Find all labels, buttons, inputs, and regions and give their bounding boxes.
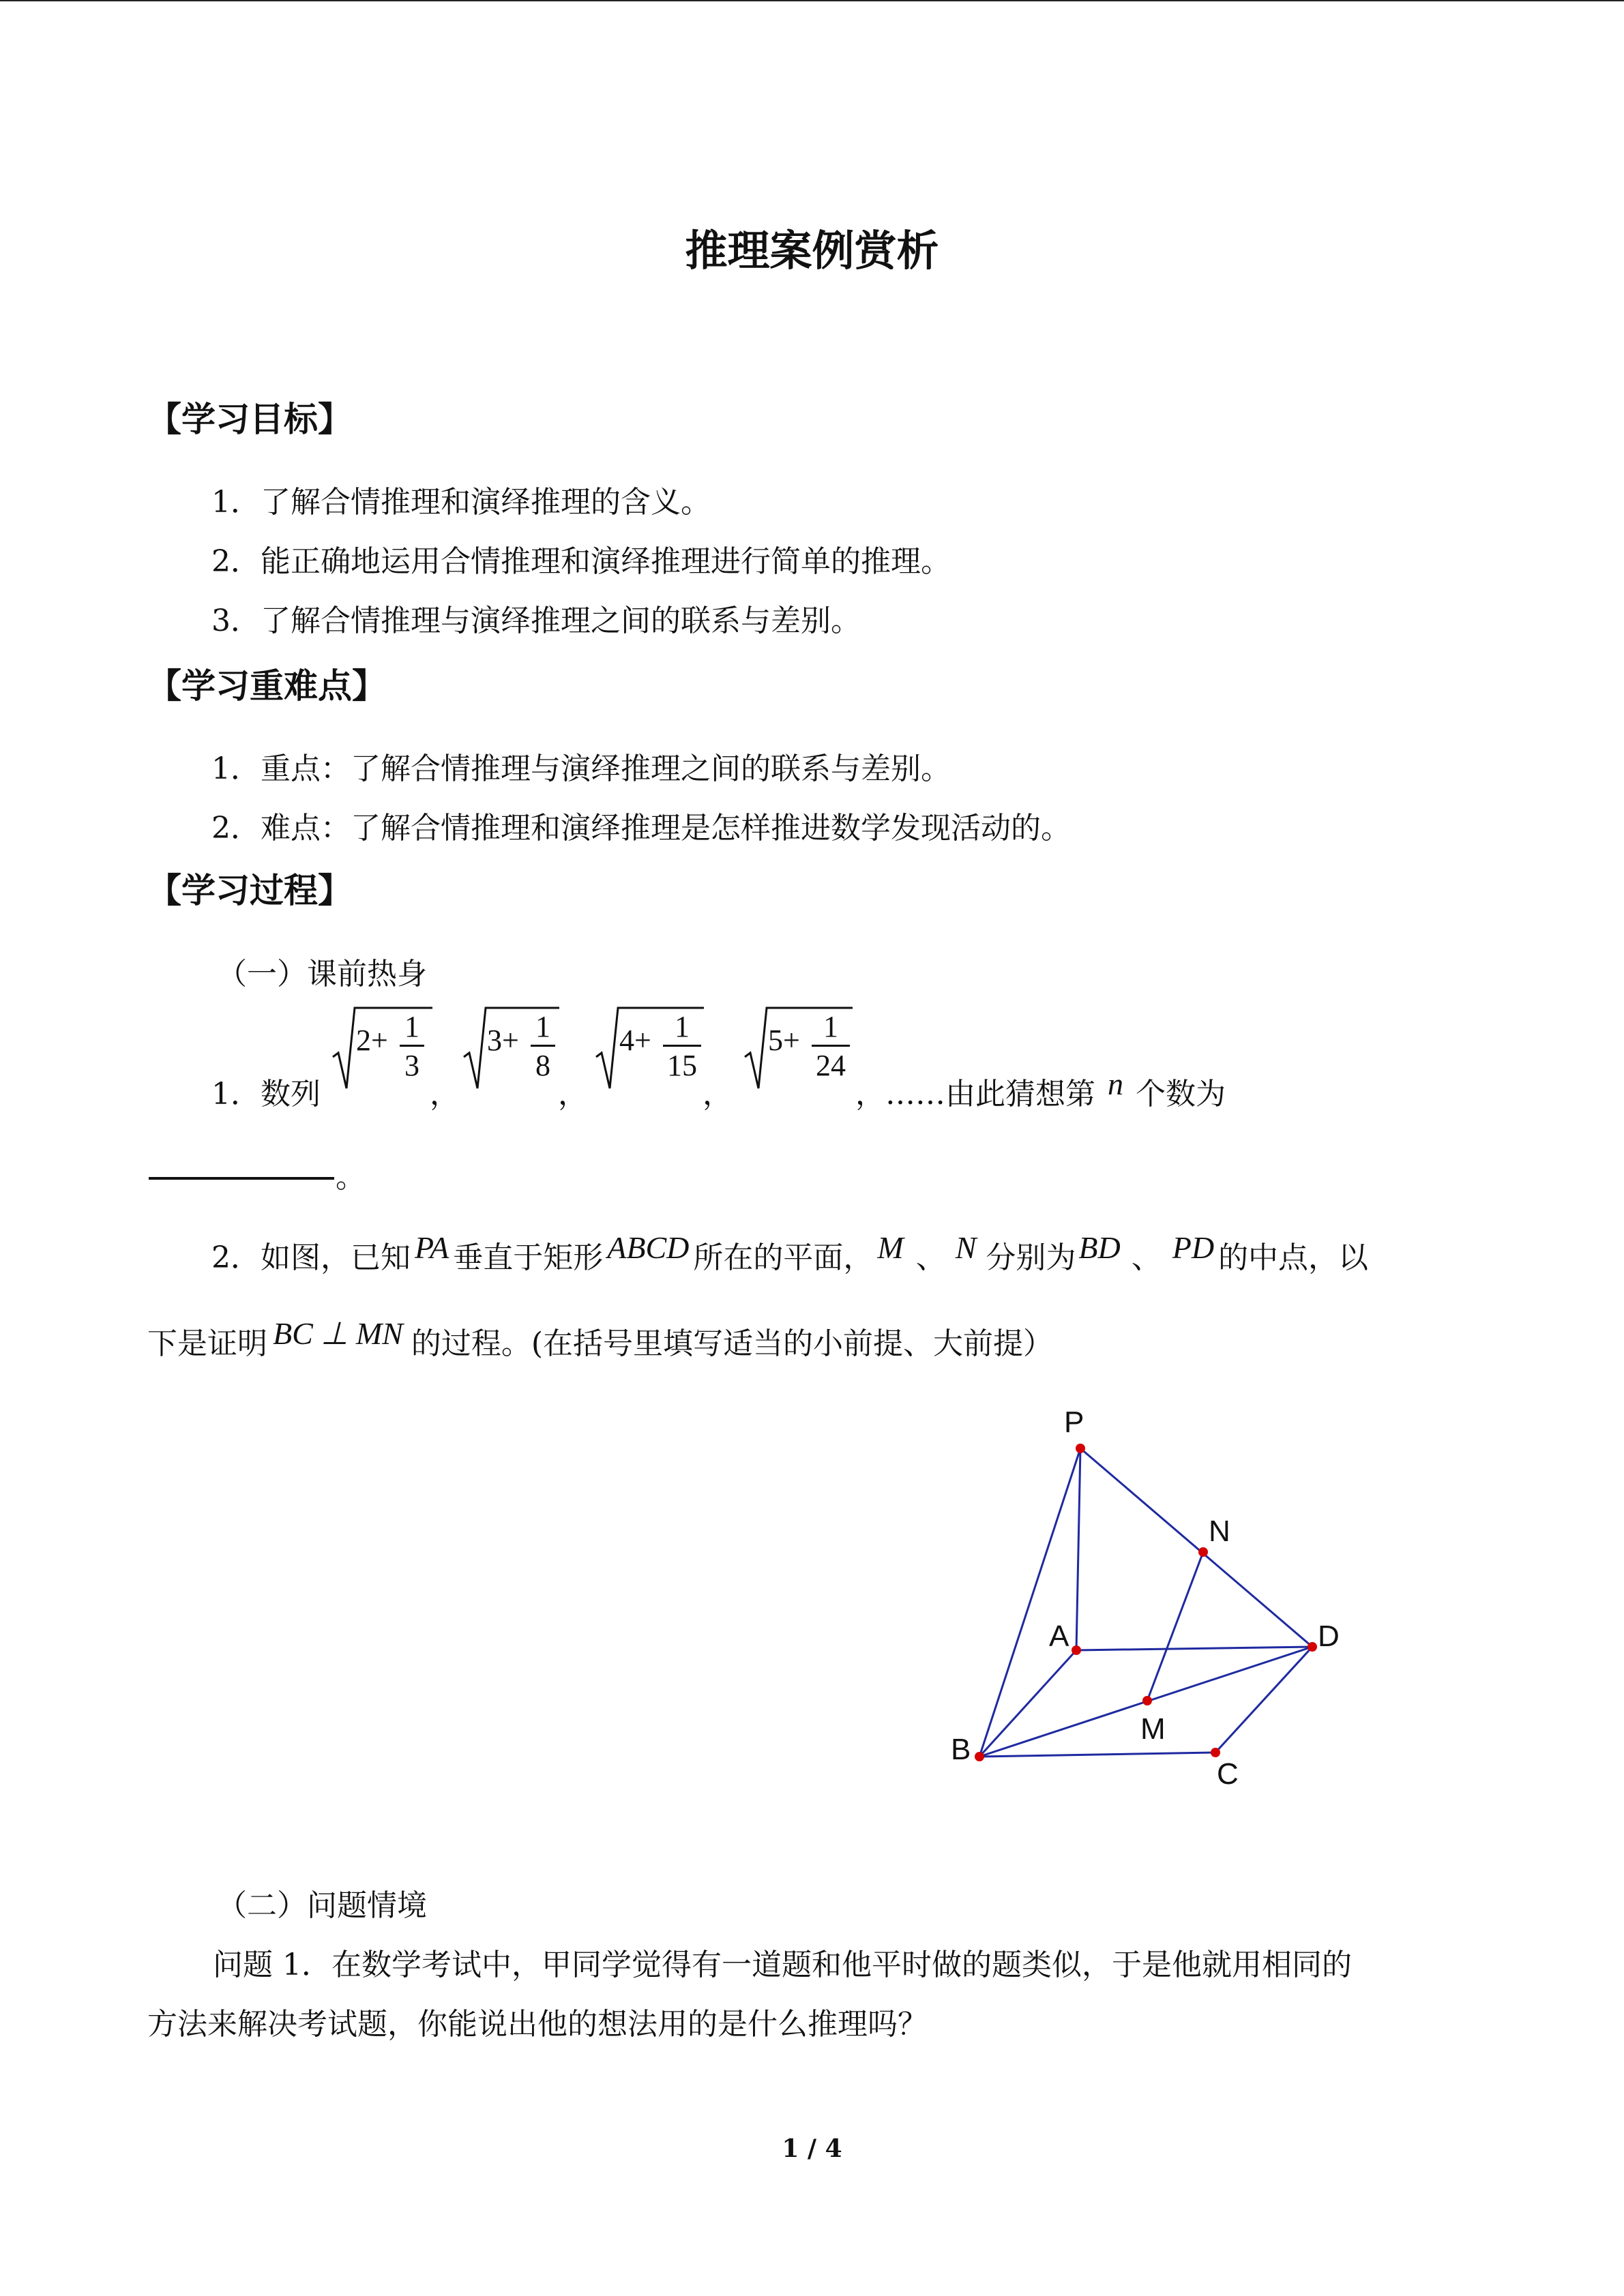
sqrt-term-4-den: 24: [816, 1049, 846, 1082]
q1-sep-2: ，: [558, 1077, 588, 1112]
edge-AD: [1076, 1647, 1312, 1650]
sqrt-term-4-int: 5+: [768, 1024, 800, 1057]
edge-PD: [1080, 1448, 1312, 1647]
q2-line2: [147, 1316, 1054, 1362]
point-N: [1198, 1547, 1208, 1557]
label-M: M: [1140, 1712, 1166, 1746]
sqrt-term-2-num: 1: [531, 1009, 555, 1047]
sqrt-term-3-frac: [663, 1009, 701, 1085]
q2-line2-a: 下是证明: [147, 1326, 267, 1361]
point-D: [1308, 1642, 1317, 1652]
label-B: B: [951, 1733, 971, 1766]
q2-p1: 2．如图，已知: [211, 1240, 411, 1275]
sqrt-term-1-den: 3: [404, 1049, 419, 1082]
sqrt-term-4-frac: [812, 1009, 850, 1085]
problem1-line1: 问题 1．在数学考试中，甲同学觉得有一道题和他平时做的题类似，于是他就用相同的: [213, 1948, 1352, 1982]
q1-sep-3: ，: [703, 1077, 733, 1112]
part2-title: （二）问题情境: [217, 1888, 427, 1923]
sqrt-term-1-int: 2+: [356, 1024, 388, 1057]
q1-prefix: 1．数列: [211, 1077, 321, 1112]
q2-p4: 、: [915, 1240, 946, 1275]
heading-process: 【学习过程】: [147, 871, 352, 910]
sqrt-term-3-den: 15: [667, 1049, 697, 1082]
label-A: A: [1049, 1620, 1069, 1653]
q1-suffix-a: ，……由此猜想第: [855, 1077, 1095, 1112]
sqrt-term-1: [331, 1002, 434, 1091]
part1-title: （一）课前热身: [217, 957, 427, 992]
q1-blank-end: 。: [336, 1160, 366, 1195]
q2-bc-perp-mn: BC ⊥ MN: [273, 1316, 403, 1351]
q2-bd: BD: [1078, 1230, 1121, 1265]
q2-line1: [211, 1230, 1369, 1277]
q2-pd: PD: [1172, 1230, 1215, 1265]
page-top-border: [0, 0, 1624, 1]
objective-item-1: 1．了解合情推理和演绎推理的含义。: [211, 485, 711, 520]
q2-p3: 所在的平面，: [693, 1240, 874, 1275]
objective-item-2: 2．能正确地运用合情推理和演绎推理进行简单的推理。: [211, 544, 951, 579]
edge-PA: [1076, 1448, 1080, 1650]
point-M: [1142, 1696, 1152, 1705]
sqrt-term-1-frac: [400, 1009, 424, 1085]
q2-p6: 、: [1131, 1240, 1162, 1275]
q2-pa: PA: [415, 1230, 449, 1265]
point-C: [1211, 1748, 1220, 1757]
page-title: 推理案例赏析: [685, 226, 939, 275]
q2-p2: 垂直于矩形: [453, 1240, 604, 1275]
answer-blank-line[interactable]: [149, 1177, 334, 1180]
problem1-line2: 方法来解决考试题，你能说出他的想法用的是什么推理吗？: [147, 2007, 928, 2042]
q2-p5: 分别为: [986, 1240, 1076, 1275]
q1-suffix-b: 个数为: [1136, 1077, 1226, 1112]
q1-var-n: n: [1108, 1067, 1123, 1101]
sqrt-term-4: [743, 1002, 859, 1091]
pyramid-figure-svg: [948, 1391, 1357, 1828]
heading-objectives: 【学习目标】: [147, 400, 352, 439]
q2-line2-b: 的过程。(在括号里填写适当的小前提、大前提）: [411, 1326, 1054, 1361]
sqrt-term-3: [595, 1002, 711, 1091]
point-B: [975, 1752, 984, 1761]
q2-abcd: ABCD: [607, 1230, 690, 1265]
sqrt-term-3-num: 1: [663, 1009, 701, 1047]
label-N: N: [1209, 1515, 1230, 1548]
label-P: P: [1064, 1405, 1084, 1439]
edge-BC: [979, 1753, 1215, 1757]
sqrt-term-1-num: 1: [400, 1009, 424, 1047]
label-C: C: [1217, 1757, 1239, 1791]
point-P: [1076, 1444, 1085, 1453]
sqrt-term-2-int: 3+: [487, 1024, 519, 1057]
key-point-item-2: 2．难点：了解合情推理和演绎推理是怎样推进数学发现活动的。: [211, 811, 1071, 846]
q2-m: M: [877, 1230, 904, 1265]
figure-lines: [979, 1448, 1312, 1757]
sqrt-term-2-frac: [531, 1009, 555, 1085]
point-A: [1072, 1645, 1081, 1655]
heading-key-points: 【学习重难点】: [147, 666, 386, 706]
q2-p7: 的中点，以: [1218, 1240, 1369, 1275]
page-number: 1 / 4: [782, 2134, 842, 2163]
q1-sep-1: ，: [430, 1077, 460, 1112]
sqrt-term-2-den: 8: [535, 1049, 550, 1082]
key-point-item-1: 1．重点：了解合情推理与演绎推理之间的联系与差别。: [211, 751, 951, 786]
sqrt-term-2: [462, 1002, 565, 1091]
q2-n: N: [955, 1230, 977, 1265]
sqrt-term-3-int: 4+: [619, 1024, 651, 1057]
objective-item-3: 3．了解合情推理与演绎推理之间的联系与差别。: [211, 603, 861, 638]
edge-NM: [1147, 1552, 1203, 1701]
pyramid-figure: [948, 1391, 1357, 1830]
label-D: D: [1318, 1620, 1340, 1653]
sqrt-term-4-num: 1: [812, 1009, 850, 1047]
edge-PB: [979, 1448, 1080, 1757]
q1-suffix: [855, 1069, 1226, 1113]
